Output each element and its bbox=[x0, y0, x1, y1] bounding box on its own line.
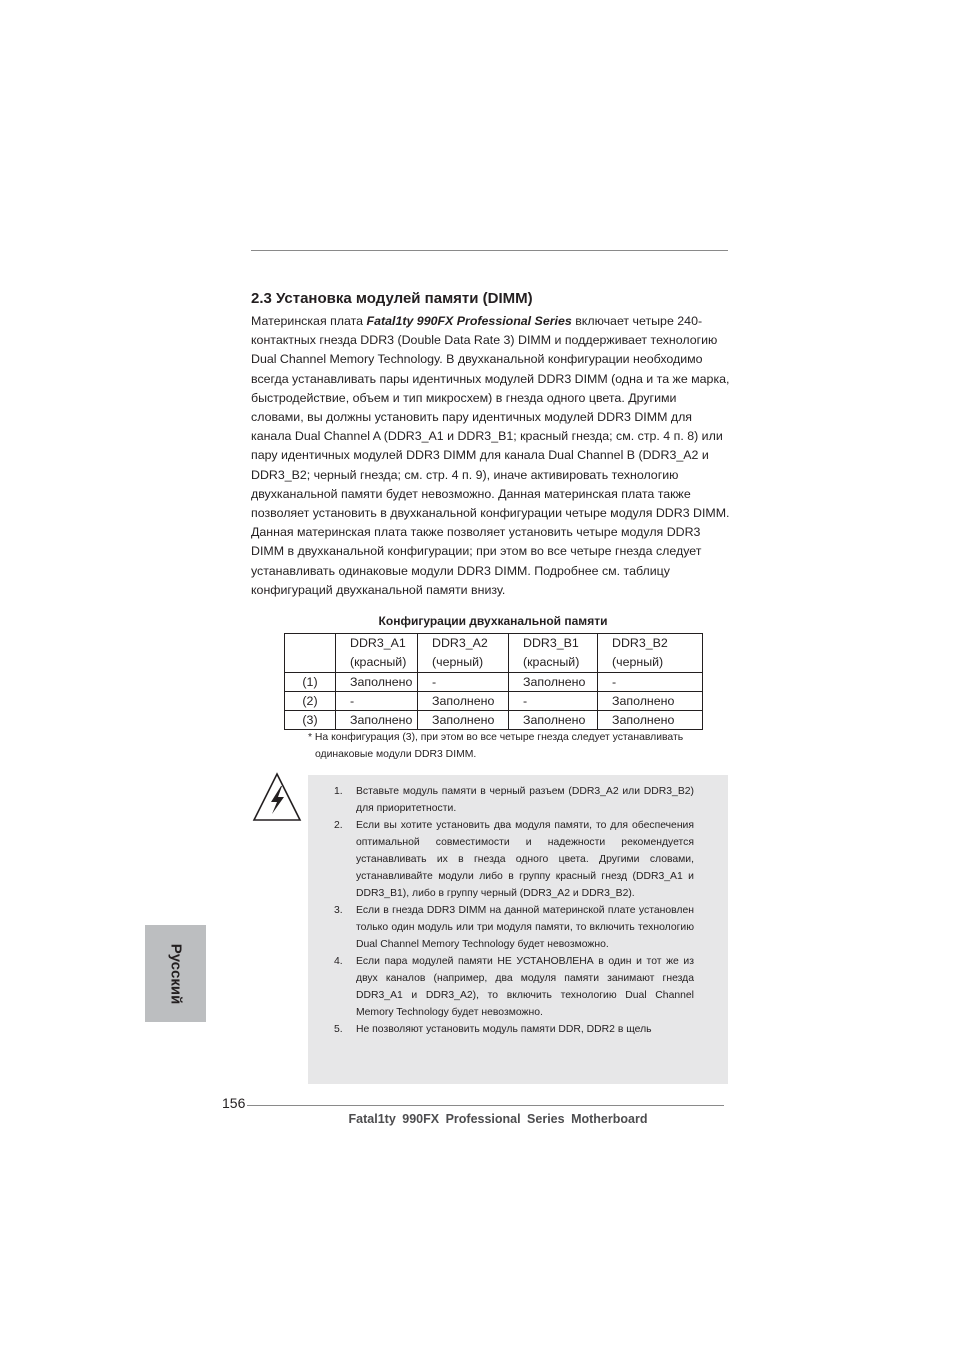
table-corner-cell bbox=[285, 634, 336, 673]
note-item: 2. Если вы хотите установить два модуля памяти, то для обеспечения оптимальной совместимости и надежности рекомендуется устанавливать их в гнезда одного цвета. Другими словами, устанавливайте модули либо в группу красный гнезд (DDR3_A1 и DDR3_B1), либо в группу черный (DDR3_A2 и DDR3_B2). bbox=[334, 820, 694, 899]
header-ddr3-a1: DDR3_A1 (красный) bbox=[336, 634, 418, 673]
table-row bbox=[285, 692, 703, 711]
header-ddr3-b2: DDR3_B2 (черный) bbox=[598, 634, 703, 673]
table-cell: - bbox=[418, 673, 509, 692]
note-item: 5. Не позволяют установить модуль памяти DDR, DDR2 в щель bbox=[334, 1024, 652, 1035]
table-cell: - bbox=[509, 692, 598, 711]
table-cell: Заполнено bbox=[418, 692, 509, 711]
footer-divider bbox=[247, 1105, 724, 1106]
intro-text-pre: Материнская плата bbox=[251, 314, 367, 328]
table-row bbox=[285, 711, 703, 730]
note-item: 3. Если в гнезда DDR3 DIMM на данной материнской плате установлен только один модуль или три модуля памяти, то включить технологию Dual Channel Memory Technology будет невозможно. bbox=[334, 905, 694, 950]
table-cell: Заполнено bbox=[418, 711, 509, 730]
notes-list bbox=[328, 783, 694, 1038]
note-item: 4. Если пара модулей памяти НЕ УСТАНОВЛЕНА в один и тот же из двух каналов (например, два модуля памяти занимают гнезда DDR3_A1 и DDR3_A2), то включить технологию Dual Channel Memory Technology будет невозможно. bbox=[334, 956, 694, 1018]
product-name: Fatal1ty 990FX Professional Series bbox=[366, 314, 572, 328]
language-label: Русский bbox=[167, 943, 184, 1004]
table-caption: Конфигурации двухканальной памяти bbox=[378, 614, 608, 628]
page-number: 156 bbox=[222, 1095, 246, 1111]
section-title: 2.3 Установка модулей памяти (DIMM) bbox=[251, 290, 533, 307]
row-label: (1) bbox=[285, 673, 336, 692]
table-cell: Заполнено bbox=[598, 692, 703, 711]
row-label: (2) bbox=[285, 692, 336, 711]
table-row bbox=[285, 673, 703, 692]
table-cell: Заполнено bbox=[336, 711, 418, 730]
top-divider bbox=[251, 250, 728, 251]
dual-channel-config-table bbox=[284, 633, 703, 730]
footer-title: Fatal1ty 990FX Professional Series Motherboard bbox=[348, 1112, 648, 1126]
intro-paragraph bbox=[251, 312, 731, 600]
table-footnote: * На конфигурация (3), при этом во все четыре гнезда следует устанавливать одинаковые модули DDR3 DIMM. bbox=[308, 732, 684, 760]
table-cell: - bbox=[598, 673, 703, 692]
table-header-row bbox=[285, 634, 703, 673]
table-cell: Заполнено bbox=[509, 673, 598, 692]
table-cell: - bbox=[336, 692, 418, 711]
table-cell: Заполнено bbox=[336, 673, 418, 692]
table-cell: Заполнено bbox=[509, 711, 598, 730]
notes-panel bbox=[308, 775, 728, 1084]
intro-text-post: включает четыре 240-контактных гнезда DDR3 (Double Data Rate 3) DIMM и поддерживает технологию Dual Channel Memory Technology. В двухканальной конфигурации необходимо всегда устанавливать пары идентичных модулей DDR3 DIMM (одна и та же марка, быстродействие, объем и тип микросхем) в гнезда одного цвета. Другими словами, вы должны установить пару идентичных модулей DDR3 DIMM для канала Dual Channel A (DDR3_A1 и DDR3_B1; красный гнезда; см. стр. 4 п. 8) или пару идентичных модулей DDR3 DIMM для канала Dual Channel B (DDR3_A2 и DDR3_B2; черный гнезда; см. стр. 4 п. 9), иначе активировать технологию двухканальной памяти будет невозможно. Данная материнская плата также позволяет установить в двухканальной конфигурации четыре модуля DDR3 DIMM. Данная материнская плата также позволяет установить четыре модуля DDR3 DIMM в двухканальной конфигурации; при этом во все четыре гнезда следует устанавливать одинаковые модули DDR3 DIMM. Подробнее см. таблицу конфигураций двухканальной памяти внизу. bbox=[251, 314, 730, 597]
row-label: (3) bbox=[285, 711, 336, 730]
language-side-tab bbox=[145, 925, 206, 1022]
header-ddr3-b1: DDR3_B1 (красный) bbox=[509, 634, 598, 673]
note-item: 1. Вставьте модуль памяти в черный разъем (DDR3_A2 или DDR3_B2) для приоритетности. bbox=[334, 786, 694, 814]
header-ddr3-a2: DDR3_A2 (черный) bbox=[418, 634, 509, 673]
table-cell: Заполнено bbox=[598, 711, 703, 730]
warning-triangle-lightning-icon bbox=[252, 772, 302, 822]
